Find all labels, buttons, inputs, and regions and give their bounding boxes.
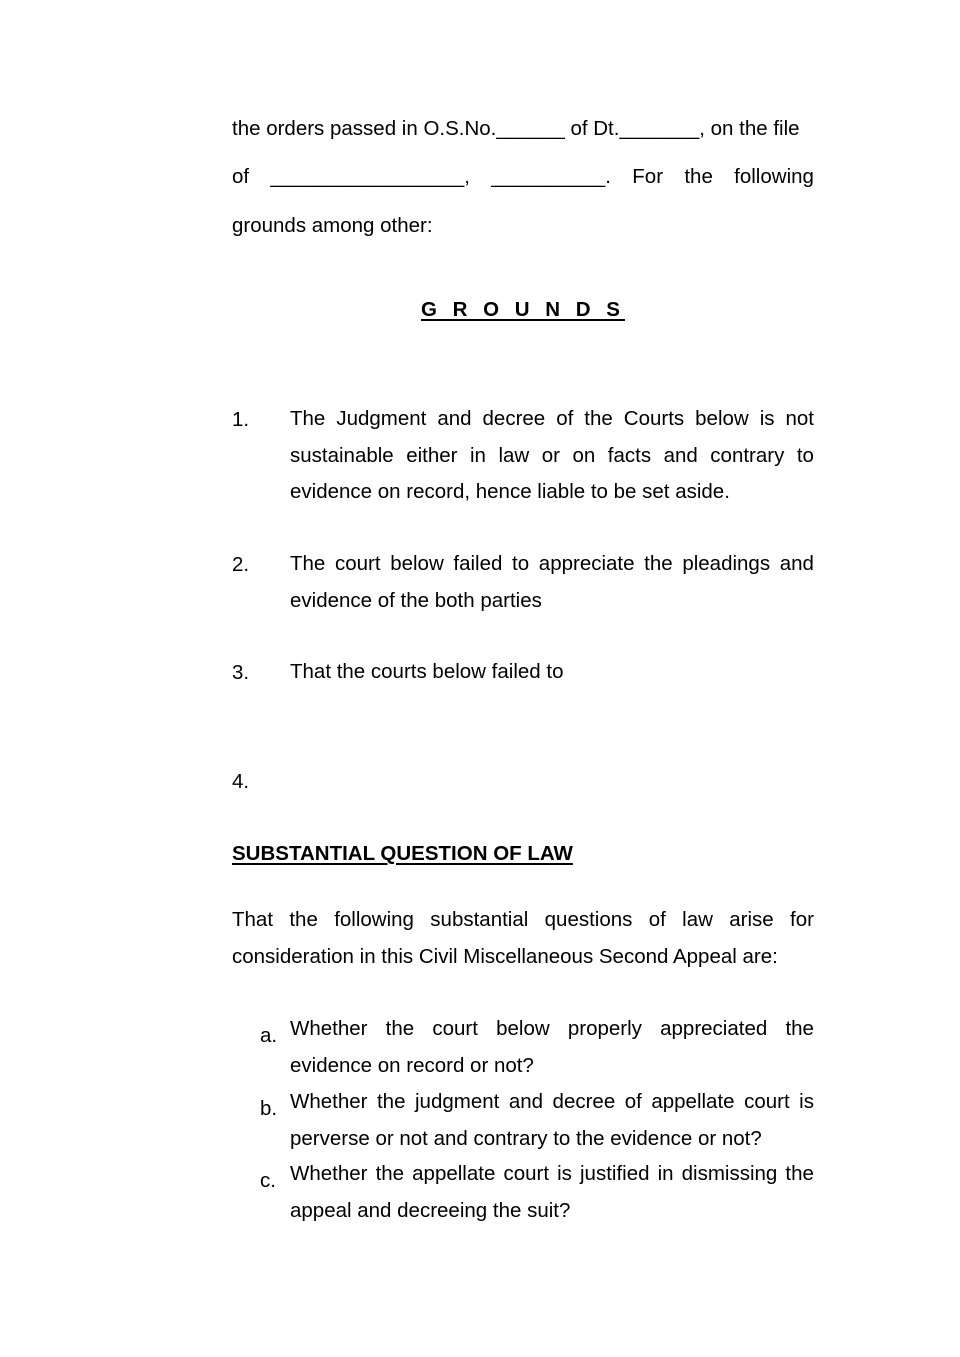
word: is [557, 1162, 572, 1185]
word: decree [482, 407, 546, 430]
word: on [572, 443, 596, 467]
ground-line [290, 401, 814, 438]
ground-number: 4. [232, 770, 250, 793]
ground-line [290, 546, 814, 583]
intro-line-1-words [232, 117, 814, 141]
word: sustainable [290, 443, 394, 467]
word: questions [544, 908, 633, 931]
ground-number: 2. [232, 553, 250, 576]
word: and [663, 443, 698, 467]
word: court [334, 552, 381, 575]
word: law [498, 443, 530, 467]
ground-text [290, 654, 814, 691]
word: and [508, 1090, 544, 1113]
word: in [657, 1162, 674, 1185]
question-text [290, 1162, 814, 1235]
question-text [290, 1017, 814, 1090]
word: Judgment [336, 407, 427, 430]
word: the [376, 1090, 406, 1113]
word: For [632, 165, 664, 188]
grounds-heading [232, 298, 814, 322]
word: either [406, 443, 458, 467]
word: is [799, 1090, 814, 1113]
sql-heading: SUBSTANTIAL QUESTION OF LAW [232, 842, 573, 865]
word: failed [453, 552, 503, 575]
question-line: evidence on record or not? [290, 1053, 534, 1077]
word: to [796, 443, 814, 467]
word: dismissing [681, 1162, 778, 1185]
word: Whether [290, 1017, 368, 1040]
word: appellate [651, 1090, 735, 1113]
word: in [470, 443, 486, 467]
word: substantial [430, 908, 529, 931]
question-line: perverse or not and contrary to the evidence or not? [290, 1126, 762, 1150]
ground-line: That the courts below failed to [290, 660, 564, 683]
word: and [779, 552, 814, 575]
word: judgment [414, 1090, 500, 1113]
word: the [375, 1162, 405, 1185]
word: for [790, 908, 814, 931]
word: decree [552, 1090, 616, 1113]
ground-number: 3. [232, 661, 250, 684]
question-line [290, 1090, 814, 1127]
intro-line-1 [232, 117, 814, 141]
word: appellate [412, 1162, 496, 1185]
word: Courts [623, 407, 685, 430]
word: __________. [491, 165, 611, 188]
word: arise [729, 908, 774, 931]
sql-intro-line-2: consideration in this Civil Miscellaneous Second Appeal are: [232, 944, 778, 968]
word: of [648, 908, 666, 931]
word: Whether [290, 1090, 368, 1113]
question-text [290, 1090, 814, 1163]
word: following [734, 165, 814, 188]
word: the [289, 908, 318, 931]
word: below [390, 552, 444, 575]
word: appreciate [538, 552, 635, 575]
question-line: appeal and decreeing the suit? [290, 1198, 571, 1222]
question-letter: b. [260, 1097, 278, 1120]
sql-intro [232, 908, 814, 981]
word: of [624, 1090, 642, 1113]
word: court [744, 1090, 790, 1113]
word: the [684, 165, 713, 188]
intro-line-3: grounds among other: [232, 214, 433, 237]
word: Whether [290, 1162, 368, 1185]
word: The [290, 407, 326, 430]
word: _________________, [270, 165, 470, 188]
word: contrary [710, 443, 785, 467]
grounds-heading-text: G R O U N D S [421, 298, 625, 321]
word: court [432, 1017, 478, 1040]
word: and [437, 407, 472, 430]
word: justified [579, 1162, 650, 1185]
word: The [290, 552, 326, 575]
ground-text [290, 546, 814, 619]
word: is [759, 407, 775, 430]
word: the [785, 1162, 814, 1185]
ground-line: evidence of the both parties [290, 588, 542, 612]
word: not [785, 407, 814, 430]
word: below [695, 407, 749, 430]
word: or [541, 443, 560, 467]
ground-line: evidence on record, hence liable to be set aside. [290, 480, 730, 503]
question-line [290, 1162, 814, 1199]
word: of [232, 165, 250, 188]
word: facts [607, 443, 652, 467]
question-letter: c. [260, 1169, 276, 1192]
word: appreciated [660, 1017, 768, 1040]
question-letter: a. [260, 1024, 278, 1047]
ground-line [290, 438, 814, 475]
word: the orders passed in O.S.No.______ of Dt._______, on the file [232, 117, 800, 140]
word: court [503, 1162, 550, 1185]
word: That [232, 908, 274, 931]
word: the [584, 407, 613, 430]
word: properly [567, 1017, 642, 1040]
word: the [785, 1017, 814, 1040]
word: law [682, 908, 713, 931]
intro-line-2 [232, 165, 814, 189]
question-line [290, 1017, 814, 1054]
ground-text [290, 401, 814, 511]
word: to [512, 552, 530, 575]
word: the [644, 552, 673, 575]
word: pleadings [682, 552, 771, 575]
ground-number: 1. [232, 408, 250, 431]
word: of [556, 407, 574, 430]
sql-intro-line-1 [232, 908, 814, 945]
word: following [334, 908, 414, 931]
word: the [385, 1017, 415, 1040]
intro-line-2-words [232, 165, 814, 189]
word: below [496, 1017, 550, 1040]
